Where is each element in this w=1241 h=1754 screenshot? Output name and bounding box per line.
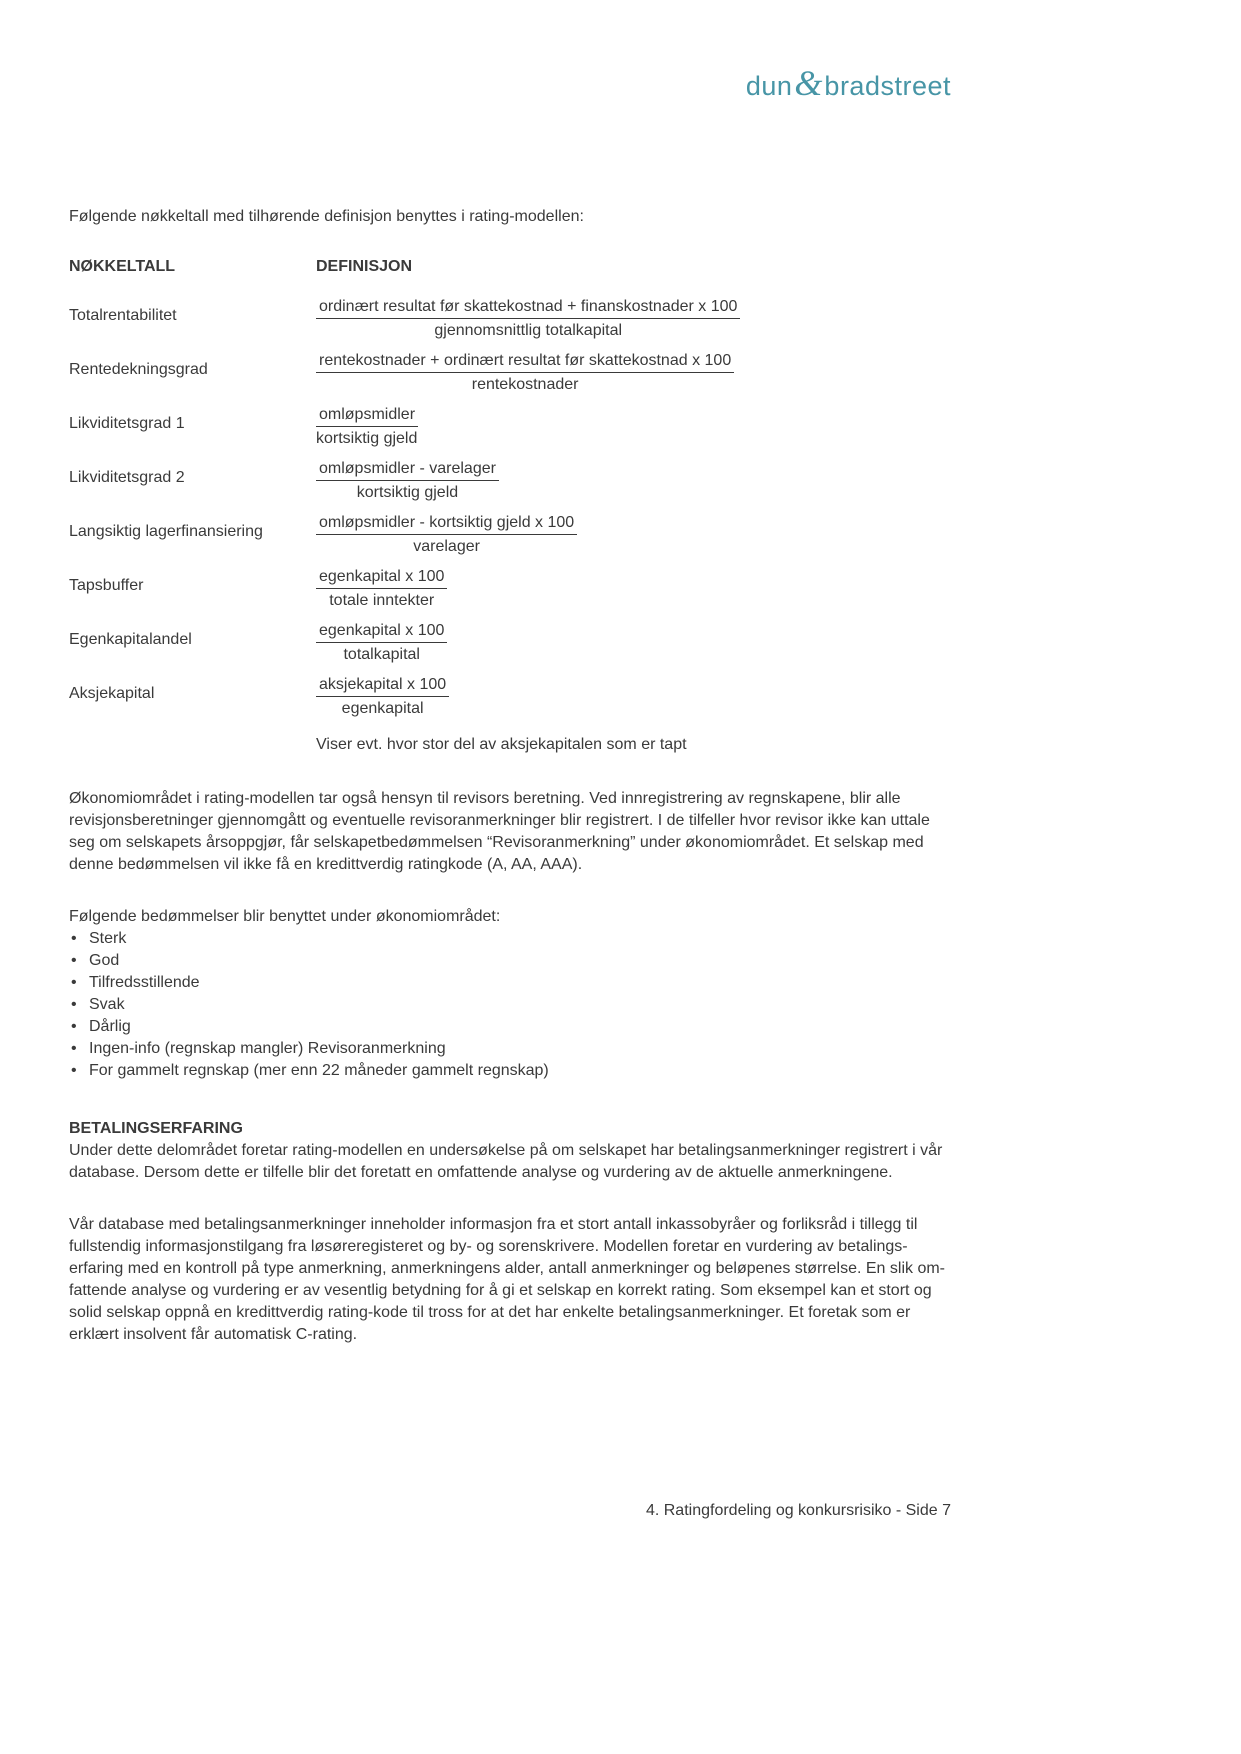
row-label: Tapsbuffer <box>69 577 144 594</box>
row-label: Langsiktig lagerfinansiering <box>69 523 263 540</box>
table-row <box>69 296 951 342</box>
fraction-denominator: kortsiktig gjeld <box>316 430 418 447</box>
table-row <box>69 404 951 450</box>
intro-text: Følgende nøkkeltall med tilhørende definisjon benyttes i rating-modellen: <box>69 208 584 225</box>
row-definition <box>316 566 951 612</box>
row-definition <box>316 674 951 720</box>
column-header-definition: DEFINISJON <box>316 258 413 275</box>
fraction-numerator: omløpsmidler - varelager <box>316 458 499 481</box>
table-note: Viser evt. hvor stor del av aksjekapitalen som er tapt <box>316 736 687 753</box>
fraction-numerator: omløpsmidler <box>316 404 418 427</box>
page-footer: 4. Ratingfordeling og konkursrisiko - Side 7 <box>645 1502 951 1519</box>
row-label: Likviditetsgrad 1 <box>69 415 185 432</box>
table-row <box>69 350 951 396</box>
fraction-denominator: kortsiktig gjeld <box>356 484 459 501</box>
fraction-numerator: rentekostnader + ordinært resultat før skattekostnad x 100 <box>316 350 734 373</box>
row-label: Rentedekningsgrad <box>69 361 208 378</box>
payment-paragraph-2: Vår database med betalingsanmerkninger inneholder informasjon fra et stort antall inkassobyråer og forliksråd i tillegg til fullstendig informasjonstilgang fra løsøreregisteret og by- og sorenskrivere. Modellen foretar en vurdering av betalings- erfaring med en kontroll på type anmerkning, anmerkningens alder, antall anmerkninger og beløpenes størrelse. En slik om- fattende analyse og vurdering er av vesentlig betydning for å gi et selskap en korrekt rating. Som eksempel kan et stort og solid selskap oppnå en kredittverdig rating-kode til tross for at det har enkelte betalingsanmerkninger. Et foretak som er erklært insolvent får automatisk C-rating. <box>69 1216 945 1343</box>
economy-paragraph: Økonomiområdet i rating-modellen tar også hensyn til revisors beretning. Ved innregistrering av regnskapene, blir alle revisjonsberetninger gjennomgått og eventuelle revisoranmerkninger blir registrert. I de tilfeller hvor revisor ikke kan uttale seg om selskapets årsoppgjør, får selskapetbedømmelsen “Revisoranmerkning” under økonomiområdet. Et selskap med denne bedømmelsen vil ikke få en kredittverdig ratingkode (A, AA, AAA). <box>69 790 930 873</box>
logo-ampersand-icon: & <box>794 63 823 103</box>
table-note-row <box>69 734 951 756</box>
fraction <box>316 350 734 395</box>
row-label: Egenkapitalandel <box>69 631 192 648</box>
table-row <box>69 620 951 666</box>
row-definition <box>316 296 951 342</box>
fraction-denominator: rentekostnader <box>471 376 579 393</box>
fraction <box>316 512 577 557</box>
column-header-key: NØKKELTALL <box>69 258 176 275</box>
list-item: • Dårlig <box>69 1016 951 1038</box>
list-item: • Ingen-info (regnskap mangler) Revisoranmerkning <box>69 1038 951 1060</box>
fraction-numerator: omløpsmidler - kortsiktig gjeld x 100 <box>316 512 577 535</box>
table-row <box>69 512 951 558</box>
fraction-denominator: gjennomsnittlig totalkapital <box>434 322 623 339</box>
list-item: • Tilfredsstillende <box>69 972 951 994</box>
fraction-numerator: aksjekapital x 100 <box>316 674 449 697</box>
fraction-numerator: ordinært resultat før skattekostnad + finanskostnader x 100 <box>316 296 740 319</box>
row-label: Totalrentabilitet <box>69 307 177 324</box>
fraction <box>316 620 447 665</box>
dun-bradstreet-logo <box>69 63 951 110</box>
row-label: Likviditetsgrad 2 <box>69 469 185 486</box>
table-row <box>69 566 951 612</box>
row-label-empty <box>69 734 316 756</box>
fraction-denominator: totalkapital <box>343 646 420 663</box>
page-content <box>69 63 951 1346</box>
list-item: • Sterk <box>69 928 951 950</box>
assessments-intro: Følgende bedømmelser blir benyttet under økonomiområdet: <box>69 908 501 925</box>
fraction-denominator: egenkapital <box>341 700 424 717</box>
logo-word-bradstreet: bradstreet <box>824 71 951 101</box>
table-header-row <box>69 256 951 278</box>
list-item: • For gammelt regnskap (mer enn 22 måneder gammelt regnskap) <box>69 1060 951 1082</box>
fraction <box>316 674 449 719</box>
row-definition <box>316 404 951 450</box>
section-heading-betalingserfaring: BETALINGSERFARING <box>69 1120 243 1137</box>
table-row <box>69 674 951 720</box>
payment-paragraph-1: Under dette delområdet foretar rating-modellen en undersøkelse på om selskapet har betalingsanmerkninger registrert i vår database. Dersom dette er tilfelle blir det foretatt en omfattende analyse og vurdering av de aktuelle anmerkningene. <box>69 1142 943 1181</box>
row-definition <box>316 350 951 396</box>
fraction-denominator: totale inntekter <box>329 592 435 609</box>
list-item: • Svak <box>69 994 951 1016</box>
fraction <box>316 296 740 341</box>
row-definition <box>316 512 951 558</box>
fraction-numerator: egenkapital x 100 <box>316 566 447 589</box>
row-label: Aksjekapital <box>69 685 155 702</box>
logo-word-dun: dun <box>745 71 793 101</box>
key-figures-table <box>69 256 951 756</box>
list-item: • God <box>69 950 951 972</box>
fraction <box>316 458 499 503</box>
fraction <box>316 566 447 611</box>
fraction-denominator: varelager <box>413 538 480 555</box>
assessments-list <box>69 928 951 1082</box>
fraction-numerator: egenkapital x 100 <box>316 620 447 643</box>
row-definition <box>316 458 951 504</box>
table-row <box>69 458 951 504</box>
row-definition <box>316 620 951 666</box>
fraction <box>316 404 418 449</box>
